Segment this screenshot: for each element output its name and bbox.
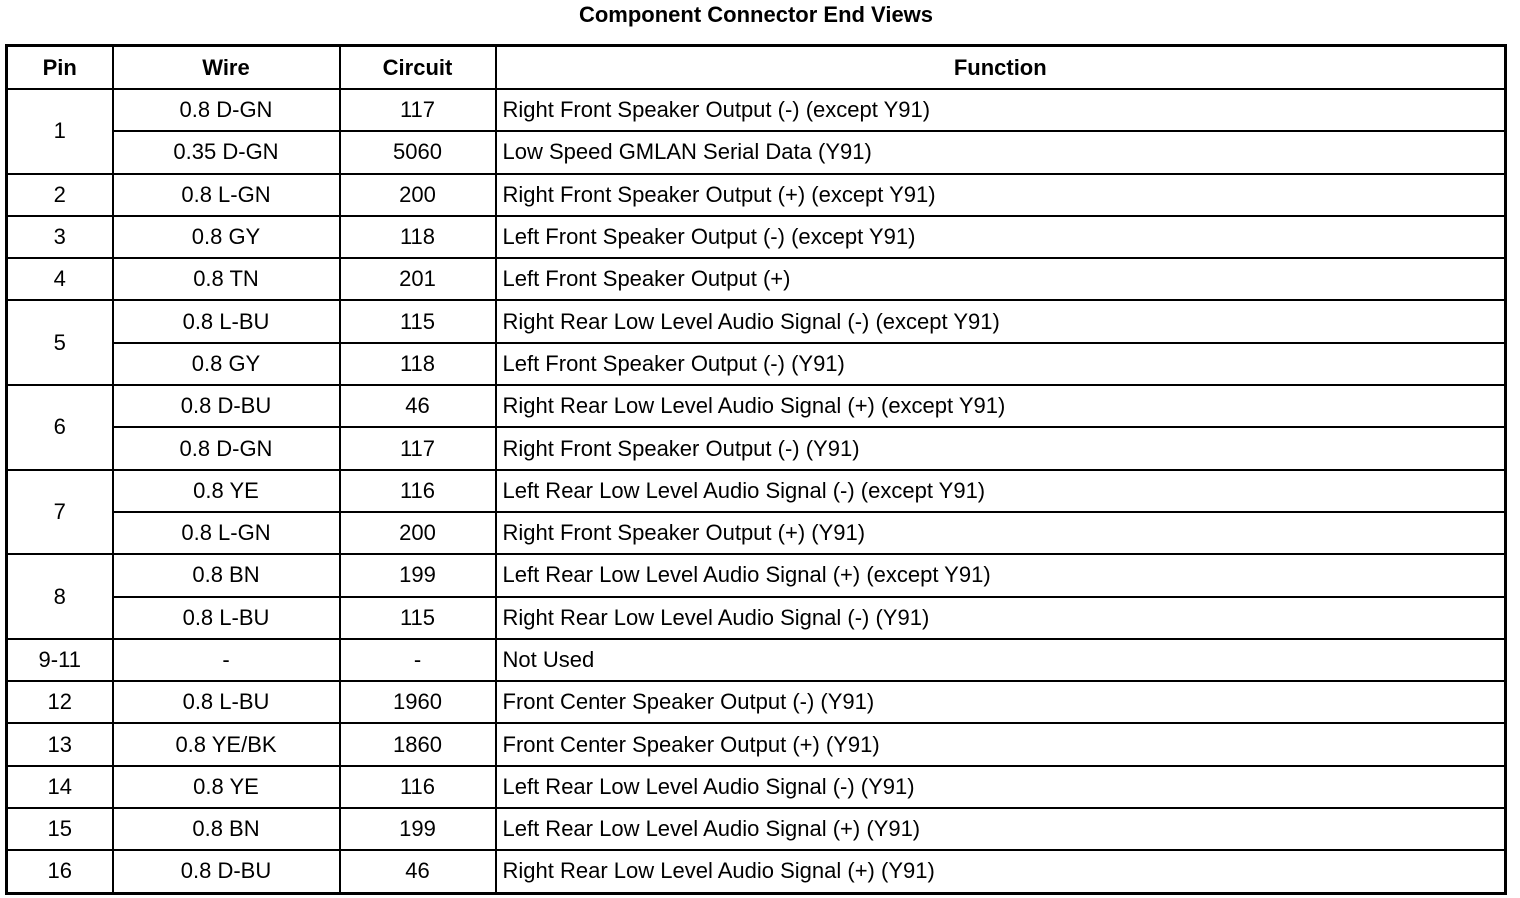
function-cell: Not Used: [496, 639, 1506, 681]
table-row: [7, 174, 1506, 216]
pin-cell: 4: [7, 258, 113, 300]
function-cell: Right Front Speaker Output (-) (Y91): [496, 427, 1506, 469]
wire-cell: -: [113, 639, 340, 681]
table-row: [7, 89, 1506, 131]
circuit-cell: 46: [340, 850, 496, 893]
table-row: [7, 216, 1506, 258]
function-cell: Left Rear Low Level Audio Signal (-) (except Y91): [496, 470, 1506, 512]
table-row: [7, 512, 1506, 554]
wire-cell: 0.8 GY: [113, 216, 340, 258]
wire-cell: 0.8 L-BU: [113, 681, 340, 723]
wire-cell: 0.8 L-BU: [113, 300, 340, 342]
wire-cell: 0.35 D-GN: [113, 131, 340, 173]
wire-cell: 0.8 L-GN: [113, 174, 340, 216]
table-row: [7, 597, 1506, 639]
function-cell: Left Rear Low Level Audio Signal (+) (Y91): [496, 808, 1506, 850]
circuit-cell: 115: [340, 597, 496, 639]
wire-cell: 0.8 TN: [113, 258, 340, 300]
wire-cell: 0.8 L-GN: [113, 512, 340, 554]
circuit-cell: 201: [340, 258, 496, 300]
wire-cell: 0.8 BN: [113, 808, 340, 850]
column-header-pin: Pin: [7, 46, 113, 90]
wire-cell: 0.8 D-GN: [113, 89, 340, 131]
function-cell: Right Front Speaker Output (+) (except Y91): [496, 174, 1506, 216]
function-cell: Left Rear Low Level Audio Signal (+) (except Y91): [496, 554, 1506, 596]
circuit-cell: 1860: [340, 723, 496, 765]
pin-cell: 14: [7, 766, 113, 808]
pin-cell: 16: [7, 850, 113, 893]
circuit-cell: -: [340, 639, 496, 681]
wire-cell: 0.8 BN: [113, 554, 340, 596]
table-row: [7, 470, 1506, 512]
pin-cell: 8: [7, 554, 113, 639]
table-body: [7, 89, 1506, 893]
table-row: [7, 300, 1506, 342]
circuit-cell: 115: [340, 300, 496, 342]
table-row: [7, 681, 1506, 723]
table-row: [7, 258, 1506, 300]
function-cell: Low Speed GMLAN Serial Data (Y91): [496, 131, 1506, 173]
wire-cell: 0.8 YE: [113, 766, 340, 808]
connector-table: [5, 44, 1507, 895]
table-row: [7, 131, 1506, 173]
wire-cell: 0.8 L-BU: [113, 597, 340, 639]
function-cell: Left Front Speaker Output (-) (Y91): [496, 343, 1506, 385]
column-header-circuit: Circuit: [340, 46, 496, 90]
circuit-cell: 1960: [340, 681, 496, 723]
function-cell: Right Rear Low Level Audio Signal (+) (except Y91): [496, 385, 1506, 427]
pin-cell: 5: [7, 300, 113, 385]
circuit-cell: 199: [340, 554, 496, 596]
function-cell: Right Rear Low Level Audio Signal (-) (Y91): [496, 597, 1506, 639]
pin-cell: 7: [7, 470, 113, 555]
column-header-function: Function: [496, 46, 1506, 90]
table-header: [7, 46, 1506, 90]
circuit-cell: 200: [340, 512, 496, 554]
function-cell: Right Rear Low Level Audio Signal (-) (except Y91): [496, 300, 1506, 342]
table-row: [7, 850, 1506, 893]
table-row: [7, 385, 1506, 427]
circuit-cell: 117: [340, 427, 496, 469]
function-cell: Left Rear Low Level Audio Signal (-) (Y91): [496, 766, 1506, 808]
function-cell: Right Front Speaker Output (+) (Y91): [496, 512, 1506, 554]
pin-cell: 13: [7, 723, 113, 765]
table-row: [7, 639, 1506, 681]
circuit-cell: 116: [340, 470, 496, 512]
pin-cell: 3: [7, 216, 113, 258]
table-row: [7, 427, 1506, 469]
wire-cell: 0.8 YE: [113, 470, 340, 512]
pin-cell: 1: [7, 89, 113, 174]
circuit-cell: 46: [340, 385, 496, 427]
circuit-cell: 116: [340, 766, 496, 808]
pin-cell: 15: [7, 808, 113, 850]
table-row: [7, 766, 1506, 808]
table-row: [7, 554, 1506, 596]
circuit-cell: 118: [340, 343, 496, 385]
function-cell: Left Front Speaker Output (-) (except Y91): [496, 216, 1506, 258]
wire-cell: 0.8 YE/BK: [113, 723, 340, 765]
table-row: [7, 808, 1506, 850]
pin-cell: 12: [7, 681, 113, 723]
column-header-wire: Wire: [113, 46, 340, 90]
function-cell: Right Front Speaker Output (-) (except Y91): [496, 89, 1506, 131]
circuit-cell: 200: [340, 174, 496, 216]
pin-cell: 2: [7, 174, 113, 216]
wire-cell: 0.8 GY: [113, 343, 340, 385]
table-row: [7, 343, 1506, 385]
wire-cell: 0.8 D-BU: [113, 850, 340, 893]
function-cell: Front Center Speaker Output (-) (Y91): [496, 681, 1506, 723]
function-cell: Front Center Speaker Output (+) (Y91): [496, 723, 1506, 765]
pin-cell: 9-11: [7, 639, 113, 681]
table-row: [7, 723, 1506, 765]
circuit-cell: 199: [340, 808, 496, 850]
circuit-cell: 117: [340, 89, 496, 131]
wire-cell: 0.8 D-BU: [113, 385, 340, 427]
page-title: Component Connector End Views: [578, 2, 934, 27]
function-cell: Right Rear Low Level Audio Signal (+) (Y91): [496, 850, 1506, 893]
header-row: [7, 46, 1506, 90]
circuit-cell: 5060: [340, 131, 496, 173]
function-cell: Left Front Speaker Output (+): [496, 258, 1506, 300]
wire-cell: 0.8 D-GN: [113, 427, 340, 469]
circuit-cell: 118: [340, 216, 496, 258]
pin-cell: 6: [7, 385, 113, 470]
